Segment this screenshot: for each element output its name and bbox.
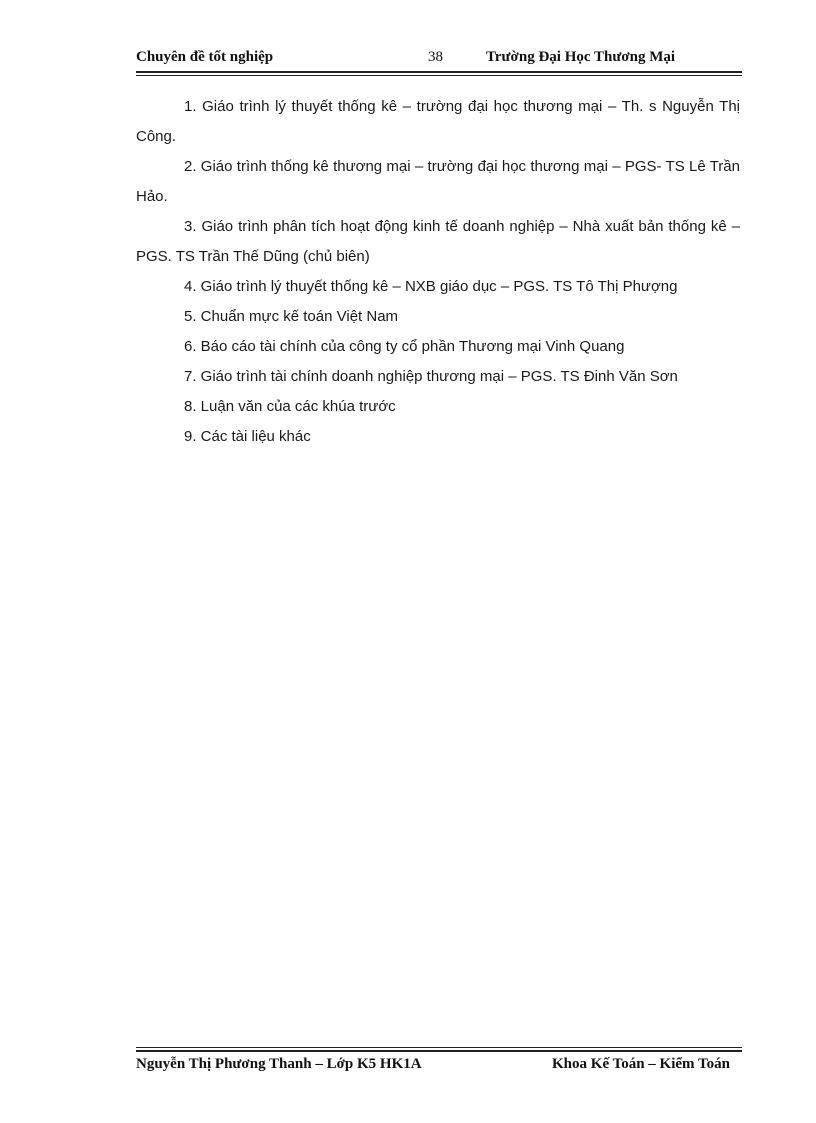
reference-item: 9. Các tài liệu khác (184, 428, 311, 445)
reference-list (136, 92, 740, 452)
footer-department: Khoa Kế Toán – Kiểm Toán (552, 1056, 730, 1072)
header-rule-thick (136, 71, 742, 73)
reference-item: 2. Giáo trình thống kê thương mại – trường đại học thương mại – PGS- TS Lê Trần Hảo. (136, 158, 740, 205)
footer-rule-thin (136, 1047, 742, 1048)
reference-item: 1. Giáo trình lý thuyết thống kê – trường đại học thương mại – Th. s Nguyễn Thị Công. (136, 98, 740, 145)
reference-item: 3. Giáo trình phân tích hoạt động kinh tế doanh nghiệp – Nhà xuất bản thống kê – PGS. TS Trần Thế Dũng (chủ biên) (136, 218, 740, 265)
page-header (136, 49, 742, 69)
footer-author: Nguyễn Thị Phương Thanh – Lớp K5 HK1A (136, 1056, 422, 1072)
reference-item: 5. Chuẩn mực kế toán Việt Nam (184, 308, 399, 325)
reference-item: 7. Giáo trình tài chính doanh nghiệp thương mại – PGS. TS Đinh Văn Sơn (184, 368, 678, 385)
footer-rule-thick (136, 1050, 742, 1052)
reference-item: 4. Giáo trình lý thuyết thống kê – NXB giáo dục – PGS. TS Tô Thị Phượng (184, 278, 678, 295)
page-footer (136, 1056, 742, 1076)
reference-item: 8. Luận văn của các khúa trước (184, 398, 396, 415)
page-number: 38 (428, 49, 443, 65)
header-rule-thin (136, 75, 742, 76)
reference-item: 6. Báo cáo tài chính của công ty cổ phần Thương mại Vinh Quang (184, 338, 625, 355)
header-thesis-title: Chuyên đề tốt nghiệp (136, 49, 274, 65)
header-university: Trường Đại Học Thương Mại (486, 49, 676, 65)
